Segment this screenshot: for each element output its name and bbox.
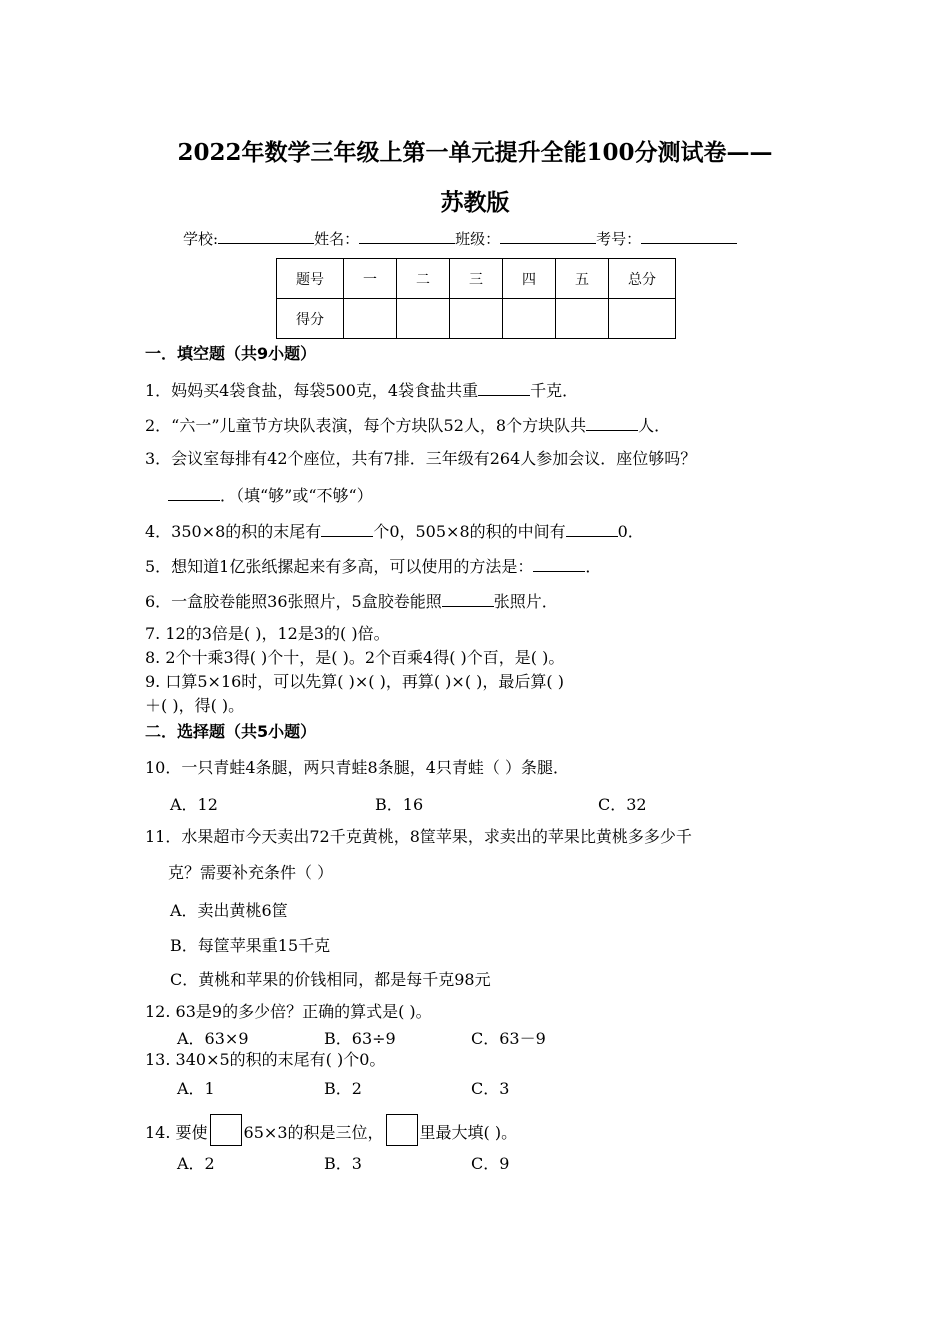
section-1-heading: 一．填空题（共9小题） [145,344,317,363]
q2-text: 2．“六一”儿童节方块队表演，每个方块队52人，8个方块队共 [145,416,587,435]
school-label: 学校: [183,230,219,248]
question-5 [145,555,601,577]
question-10: 10．一只青蛙4条腿，两只青蛙8条腿，4只青蛙（ ）条腿． [145,758,569,777]
score-row-label: 得分 [277,299,344,339]
q5-blank[interactable] [533,555,585,572]
q12-option-b[interactable]: B．63÷9 [324,1029,396,1048]
q2-unit: 人． [638,416,671,435]
q10-option-b[interactable]: B．16 [375,795,424,814]
question-2 [145,414,670,436]
name-label: 姓名： [314,230,360,248]
q14-option-a[interactable]: A．2 [177,1154,215,1173]
q6-text: 6．一盒胶卷能照36张照片，5盒胶卷能照 [145,592,442,611]
score-header-cell: 二 [397,259,450,299]
score-cell[interactable] [450,299,503,339]
score-table [276,258,676,339]
score-header-cell: 一 [344,259,397,299]
class-label: 班级： [455,230,501,248]
q11-option-b[interactable]: B．每筐苹果重15千克 [170,936,331,955]
question-9: 9. 口算5×16时，可以先算( )×( )，再算( )×( )，最后算( ) [145,672,564,691]
score-cell[interactable] [556,299,609,339]
question-11: 11．水果超市今天卖出72千克黄桃，8筐苹果，求卖出的苹果比黄桃多多少千 [145,827,692,846]
score-cell[interactable] [609,299,676,339]
score-header-row [277,259,676,299]
exam-no-blank[interactable] [641,229,737,244]
q10-option-a[interactable]: A．12 [170,795,218,814]
q13-option-c[interactable]: C．3 [471,1079,510,1098]
score-header-cell: 三 [450,259,503,299]
question-4 [145,520,644,542]
question-11-cont: 克？需要补充条件（ ） [168,863,334,882]
q5-text: 5．想知道1亿张纸摞起来有多高，可以使用的方法是： [145,557,534,576]
q12-option-a[interactable]: A．63×9 [177,1029,249,1048]
q13-option-a[interactable]: A．1 [177,1079,215,1098]
question-8: 8. 2个十乘3得( )个十，是( )。2个百乘4得( )个百，是( )。 [145,648,565,667]
q14-text-c: 里最大填( )。 [419,1123,518,1142]
score-header-cell: 四 [503,259,556,299]
question-9-cont: ＋( )，得( )。 [145,696,245,715]
q14-option-b[interactable]: B．3 [324,1154,362,1173]
q14-box-2[interactable] [386,1114,418,1146]
q3-hint: ．（填“够”或“不够“） [220,486,373,505]
question-3-cont [168,484,373,506]
section-2-heading: 二．选择题（共5小题） [145,722,317,741]
score-cell[interactable] [503,299,556,339]
q2-blank[interactable] [586,414,638,431]
question-6 [145,590,558,612]
q14-text-a: 14. 要使 [145,1123,208,1142]
doc-title-line2: 苏教版 [440,189,510,216]
student-info-line [183,228,737,249]
q13-option-b[interactable]: B．2 [324,1079,362,1098]
question-13: 13. 340×5的积的末尾有( )个0。 [145,1050,386,1069]
score-cell[interactable] [344,299,397,339]
score-header-cell: 题号 [277,259,344,299]
q14-box-1[interactable] [210,1114,242,1146]
q12-option-c[interactable]: C．63－9 [471,1029,546,1048]
q4-text-a: 4．350×8的积的末尾有 [145,522,322,541]
q14-text-b: 65×3的积是三位， [243,1123,384,1142]
score-row [277,299,676,339]
score-header-cell: 总分 [609,259,676,299]
q14-option-c[interactable]: C．9 [471,1154,510,1173]
question-7: 7. 12的3倍是( )，12是3的( )倍。 [145,624,390,643]
name-blank[interactable] [359,229,455,244]
score-cell[interactable] [397,299,450,339]
q1-text: 1．妈妈买4袋食盐，每袋500克，4袋食盐共重 [145,381,479,400]
q4-blank-2[interactable] [566,520,618,537]
q6-unit: 张照片． [493,592,558,611]
q10-option-c[interactable]: C．32 [598,795,647,814]
exam-no-label: 考号： [596,230,642,248]
q11-option-c[interactable]: C．黄桃和苹果的价钱相同，都是每千克98元 [170,970,491,989]
q6-blank[interactable] [442,590,494,607]
q4-text-c: 0． [617,522,644,541]
question-1 [145,379,578,401]
question-12: 12. 63是9的多少倍？正确的算式是( )。 [145,1002,432,1021]
class-blank[interactable] [500,229,596,244]
q4-blank-1[interactable] [321,520,373,537]
q4-text-b: 个0，505×8的积的中间有 [373,522,566,541]
question-14 [145,1114,517,1146]
school-blank[interactable] [218,229,314,244]
q11-option-a[interactable]: A．卖出黄桃6筐 [170,901,288,920]
q1-blank[interactable] [478,379,530,396]
doc-title-line1: 2022年数学三年级上第一单元提升全能100分测试卷—— [177,139,773,166]
question-3: 3．会议室每排有42个座位，共有7排．三年级有264人参加会议．座位够吗？ [145,449,697,468]
q3-blank[interactable] [168,484,220,501]
q5-end: ． [585,557,602,576]
score-header-cell: 五 [556,259,609,299]
q1-unit: 千克． [530,381,579,400]
